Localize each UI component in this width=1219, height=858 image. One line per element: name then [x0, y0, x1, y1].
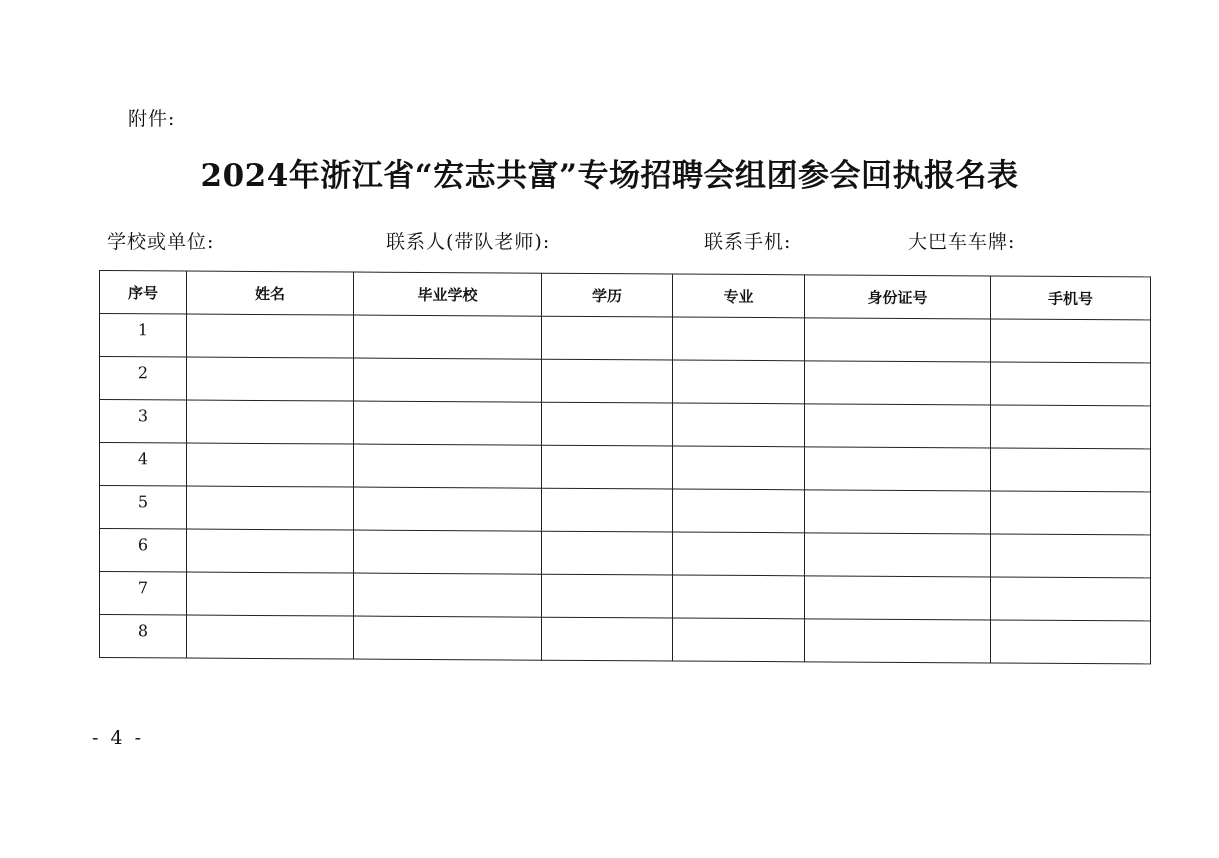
school-or-unit-label: 学校或单位: — [107, 231, 215, 253]
registration-table — [99, 270, 1150, 664]
name-cell — [187, 357, 354, 401]
name-cell — [187, 443, 354, 487]
row-number: 6 — [100, 529, 187, 573]
major-cell — [673, 618, 805, 662]
id-number-cell — [805, 619, 991, 663]
mobile-cell — [991, 491, 1151, 535]
header-major: 专业 — [673, 274, 805, 318]
id-number-cell — [805, 576, 991, 620]
education-cell — [542, 488, 673, 532]
row-number: 7 — [100, 572, 187, 616]
school-cell — [354, 315, 542, 359]
id-number-cell — [805, 318, 991, 362]
education-cell — [542, 316, 673, 360]
header-graduation-school: 毕业学校 — [354, 272, 542, 316]
row-number: 2 — [100, 357, 187, 401]
major-cell — [673, 317, 805, 361]
education-cell — [542, 574, 673, 618]
table-row — [100, 400, 1151, 449]
header-id-number: 身份证号 — [805, 275, 991, 319]
major-cell — [673, 489, 805, 533]
table-row — [100, 529, 1151, 578]
id-number-cell — [805, 361, 991, 405]
mobile-cell — [991, 362, 1151, 406]
header-mobile: 手机号 — [991, 276, 1151, 320]
page-number: - 4 - — [92, 727, 145, 749]
major-cell — [673, 446, 805, 490]
major-cell — [673, 360, 805, 404]
school-cell — [354, 358, 542, 402]
contact-person-label: 联系人(带队老师): — [386, 231, 551, 253]
row-number: 3 — [100, 400, 187, 444]
school-cell — [354, 487, 542, 531]
id-number-cell — [805, 533, 991, 577]
name-cell — [187, 314, 354, 358]
header-education: 学历 — [542, 273, 673, 317]
school-cell — [354, 616, 542, 660]
education-cell — [542, 445, 673, 489]
major-cell — [673, 403, 805, 447]
header-name: 姓名 — [187, 271, 354, 315]
id-number-cell — [805, 447, 991, 491]
table-row — [100, 486, 1151, 535]
education-cell — [542, 531, 673, 575]
table-row — [100, 443, 1151, 492]
row-number: 4 — [100, 443, 187, 487]
mobile-cell — [991, 448, 1151, 492]
school-cell — [354, 530, 542, 574]
education-cell — [542, 402, 673, 446]
mobile-cell — [991, 534, 1151, 578]
school-cell — [354, 401, 542, 445]
name-cell — [187, 615, 354, 659]
bus-plate-label: 大巴车车牌: — [908, 231, 1016, 253]
table-row — [100, 615, 1151, 664]
row-number: 8 — [100, 615, 187, 659]
school-cell — [354, 573, 542, 617]
education-cell — [542, 617, 673, 661]
attachment-label: 附件: — [128, 108, 176, 130]
contact-phone-label: 联系手机: — [704, 231, 792, 253]
table-row — [100, 314, 1151, 363]
mobile-cell — [991, 319, 1151, 363]
major-cell — [673, 532, 805, 576]
id-number-cell — [805, 404, 991, 448]
mobile-cell — [991, 405, 1151, 449]
mobile-cell — [991, 620, 1151, 664]
school-cell — [354, 444, 542, 488]
header-serial-number: 序号 — [100, 271, 187, 315]
name-cell — [187, 486, 354, 530]
row-number: 1 — [100, 314, 187, 358]
table-header-row — [100, 271, 1151, 320]
mobile-cell — [991, 577, 1151, 621]
form-title: 2024年浙江省“宏志共富”专场招聘会组团参会回执报名表 — [200, 158, 1019, 194]
table-row — [100, 572, 1151, 621]
major-cell — [673, 575, 805, 619]
id-number-cell — [805, 490, 991, 534]
name-cell — [187, 400, 354, 444]
education-cell — [542, 359, 673, 403]
name-cell — [187, 572, 354, 616]
row-number: 5 — [100, 486, 187, 530]
name-cell — [187, 529, 354, 573]
table-row — [100, 357, 1151, 406]
